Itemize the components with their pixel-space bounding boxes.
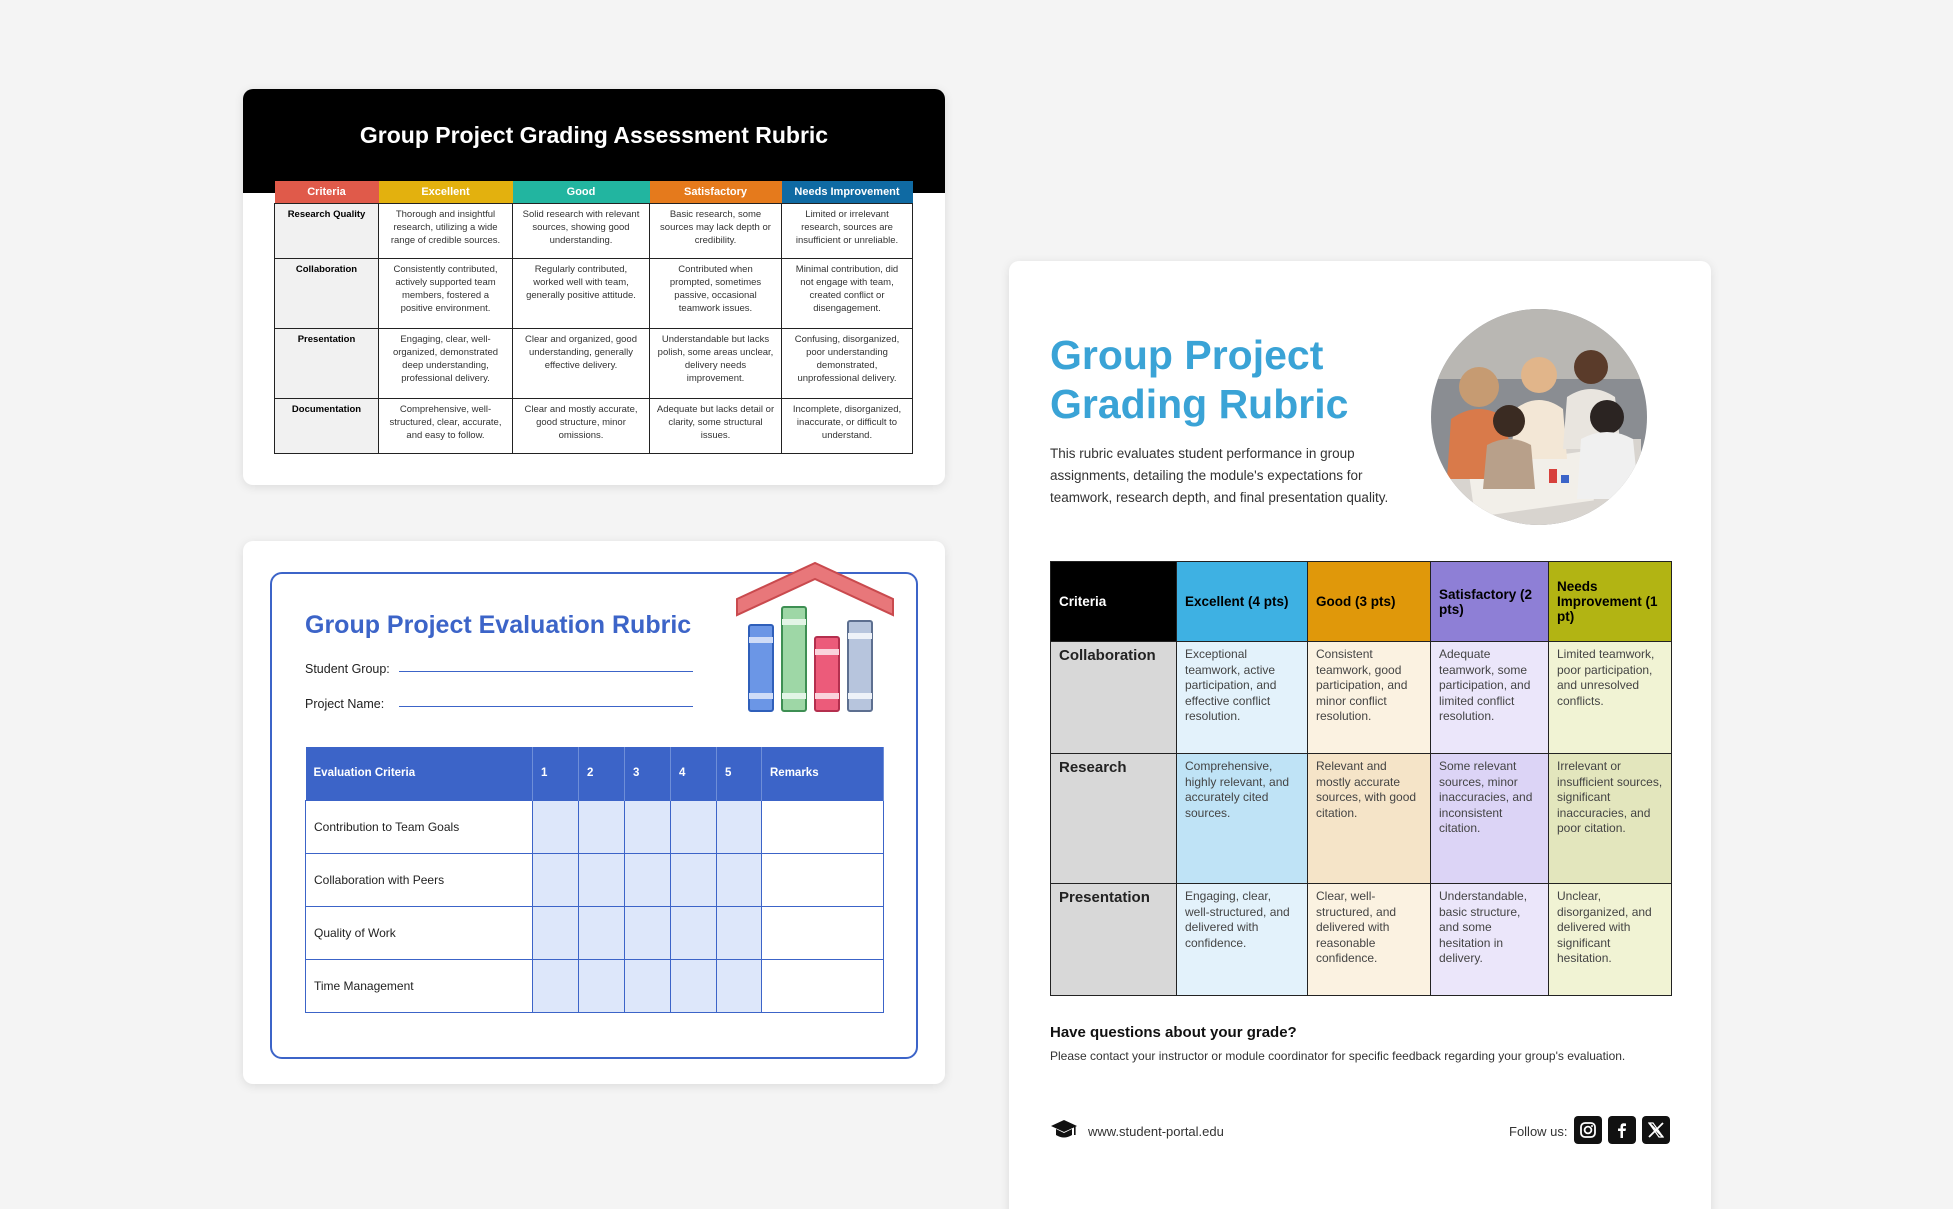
score-cell[interactable] [533,800,579,853]
remarks-cell[interactable] [762,800,884,853]
row-criteria: Collaboration [1051,642,1177,754]
table-cell: Understandable, basic structure, and some hesitation in delivery. [1431,884,1549,996]
header-excellent: Excellent [379,181,513,203]
table-cell: Some relevant sources, minor inaccuracies, and inconsistent citation. [1431,754,1549,884]
rubric-title: Group Project Grading Rubric [1050,332,1349,427]
table-cell: Clear and mostly accurate, good structure, minor omissions. [513,398,650,453]
header-needs-improvement: Needs Improvement (1 pt) [1549,562,1672,642]
table-cell: Relevant and mostly accurate sources, with good citation. [1308,754,1431,884]
score-cell[interactable] [533,853,579,906]
remarks-cell[interactable] [762,906,884,959]
score-cell[interactable] [579,853,625,906]
graduation-cap-icon [1050,1118,1078,1142]
table-row [1051,642,1672,754]
table-row [306,853,884,906]
header-satisfactory: Satisfactory (2 pts) [1431,562,1549,642]
table-cell: Adequate teamwork, some participation, and limited conflict resolution. [1431,642,1549,754]
table-row [275,258,913,328]
header-evaluation-criteria: Evaluation Criteria [306,747,533,800]
header-good: Good (3 pts) [1308,562,1431,642]
table-cell: Limited teamwork, poor participation, and unresolved conflicts. [1549,642,1672,754]
header-needs-improvement: Needs Improvement [782,181,913,203]
header-good: Good [513,181,650,203]
criteria-label: Collaboration with Peers [306,853,533,906]
score-cell[interactable] [671,906,717,959]
grading-rubric-table [1050,561,1672,996]
header-criteria: Criteria [1051,562,1177,642]
website-link[interactable]: www.student-portal.edu [1088,1124,1224,1139]
table-cell: Basic research, some sources may lack depth or credibility. [650,203,782,258]
table-row [306,906,884,959]
project-name-label: Project Name: [305,697,385,711]
school-books-icon [733,559,898,714]
score-cell[interactable] [533,959,579,1012]
rubric-title: Group Project Grading Assessment Rubric [359,122,829,148]
criteria-label: Time Management [306,959,533,1012]
table-cell: Contributed when prompted, sometimes passive, occasional teamwork issues. [650,258,782,328]
students-photo [1431,309,1647,525]
score-cell[interactable] [717,800,762,853]
score-cell[interactable] [625,906,671,959]
table-cell: Regularly contributed, worked well with team, generally positive attitude. [513,258,650,328]
table-cell: Unclear, disorganized, and delivered with significant hesitation. [1549,884,1672,996]
table-cell: Consistent teamwork, good participation, and minor conflict resolution. [1308,642,1431,754]
rubric-title: Group Project Evaluation Rubric [305,611,692,639]
table-cell: Understandable but lacks polish, some areas unclear, delivery needs improvement. [650,328,782,398]
score-cell[interactable] [625,800,671,853]
table-row [1051,884,1672,996]
criteria-label: Contribution to Team Goals [306,800,533,853]
score-cell[interactable] [579,959,625,1012]
project-name-field[interactable] [399,706,693,707]
table-row [306,800,884,853]
header-score-2: 2 [579,747,625,800]
follow-label: Follow us: [1509,1124,1568,1139]
table-cell: Confusing, disorganized, poor understanding demonstrated, unprofessional delivery. [782,328,913,398]
evaluation-rubric-card [243,541,945,1084]
header-remarks: Remarks [762,747,884,800]
table-cell: Engaging, clear, well-organized, demonstrated deep understanding, professional delivery. [379,328,513,398]
row-criteria: Presentation [1051,884,1177,996]
header-score-3: 3 [625,747,671,800]
score-cell[interactable] [717,959,762,1012]
score-cell[interactable] [671,853,717,906]
facebook-icon[interactable] [1608,1116,1636,1144]
score-cell[interactable] [579,800,625,853]
grading-rubric-card [1009,261,1711,1209]
table-cell: Incomplete, disorganized, inaccurate, or difficult to understand. [782,398,913,453]
row-criteria: Research Quality [275,203,379,258]
table-cell: Clear and organized, good understanding, generally effective delivery. [513,328,650,398]
header-excellent: Excellent (4 pts) [1177,562,1308,642]
assessment-rubric-table [274,181,913,454]
table-cell: Consistently contributed, actively supported team members, fostered a positive environment. [379,258,513,328]
table-cell: Comprehensive, well-structured, clear, accurate, and easy to follow. [379,398,513,453]
row-criteria: Documentation [275,398,379,453]
student-group-field[interactable] [399,671,693,672]
remarks-cell[interactable] [762,959,884,1012]
header-score-4: 4 [671,747,717,800]
table-row [1051,754,1672,884]
table-cell: Solid research with relevant sources, showing good understanding. [513,203,650,258]
rubric-description: This rubric evaluates student performance in group assignments, detailing the module's expectations for teamwork, research depth, and final presentation quality. [1050,446,1389,505]
row-criteria: Research [1051,754,1177,884]
questions-text: Please contact your instructor or module coordinator for specific feedback regarding your group's evaluation. [1050,1049,1626,1063]
table-row [275,203,913,258]
evaluation-table [305,747,884,1013]
table-cell: Clear, well-structured, and delivered with reasonable confidence. [1308,884,1431,996]
score-cell[interactable] [533,906,579,959]
table-cell: Limited or irrelevant research, sources are insufficient or unreliable. [782,203,913,258]
table-row [306,959,884,1012]
table-cell: Minimal contribution, did not engage with team, created conflict or disengagement. [782,258,913,328]
row-criteria: Presentation [275,328,379,398]
table-row [275,328,913,398]
score-cell[interactable] [717,853,762,906]
student-group-label: Student Group: [305,662,390,676]
score-cell[interactable] [671,959,717,1012]
score-cell[interactable] [671,800,717,853]
table-cell: Irrelevant or insufficient sources, significant inaccuracies, and poor citation. [1549,754,1672,884]
score-cell[interactable] [717,906,762,959]
table-cell: Comprehensive, highly relevant, and accurately cited sources. [1177,754,1308,884]
table-cell: Engaging, clear, well-structured, and delivered with confidence. [1177,884,1308,996]
score-cell[interactable] [625,853,671,906]
header-score-5: 5 [717,747,762,800]
score-cell[interactable] [625,959,671,1012]
table-cell: Exceptional teamwork, active participation, and effective conflict resolution. [1177,642,1308,754]
remarks-cell[interactable] [762,853,884,906]
instagram-icon[interactable] [1574,1116,1602,1144]
header-score-1: 1 [533,747,579,800]
x-icon[interactable] [1642,1116,1670,1144]
table-cell: Thorough and insightful research, utilizing a wide range of credible sources. [379,203,513,258]
table-row [275,398,913,453]
table-cell: Adequate but lacks detail or clarity, some structural issues. [650,398,782,453]
score-cell[interactable] [579,906,625,959]
grading-assessment-rubric-card [243,89,945,485]
questions-heading: Have questions about your grade? [1050,1024,1297,1041]
header-criteria: Criteria [275,181,379,203]
row-criteria: Collaboration [275,258,379,328]
header-satisfactory: Satisfactory [650,181,782,203]
criteria-label: Quality of Work [306,906,533,959]
